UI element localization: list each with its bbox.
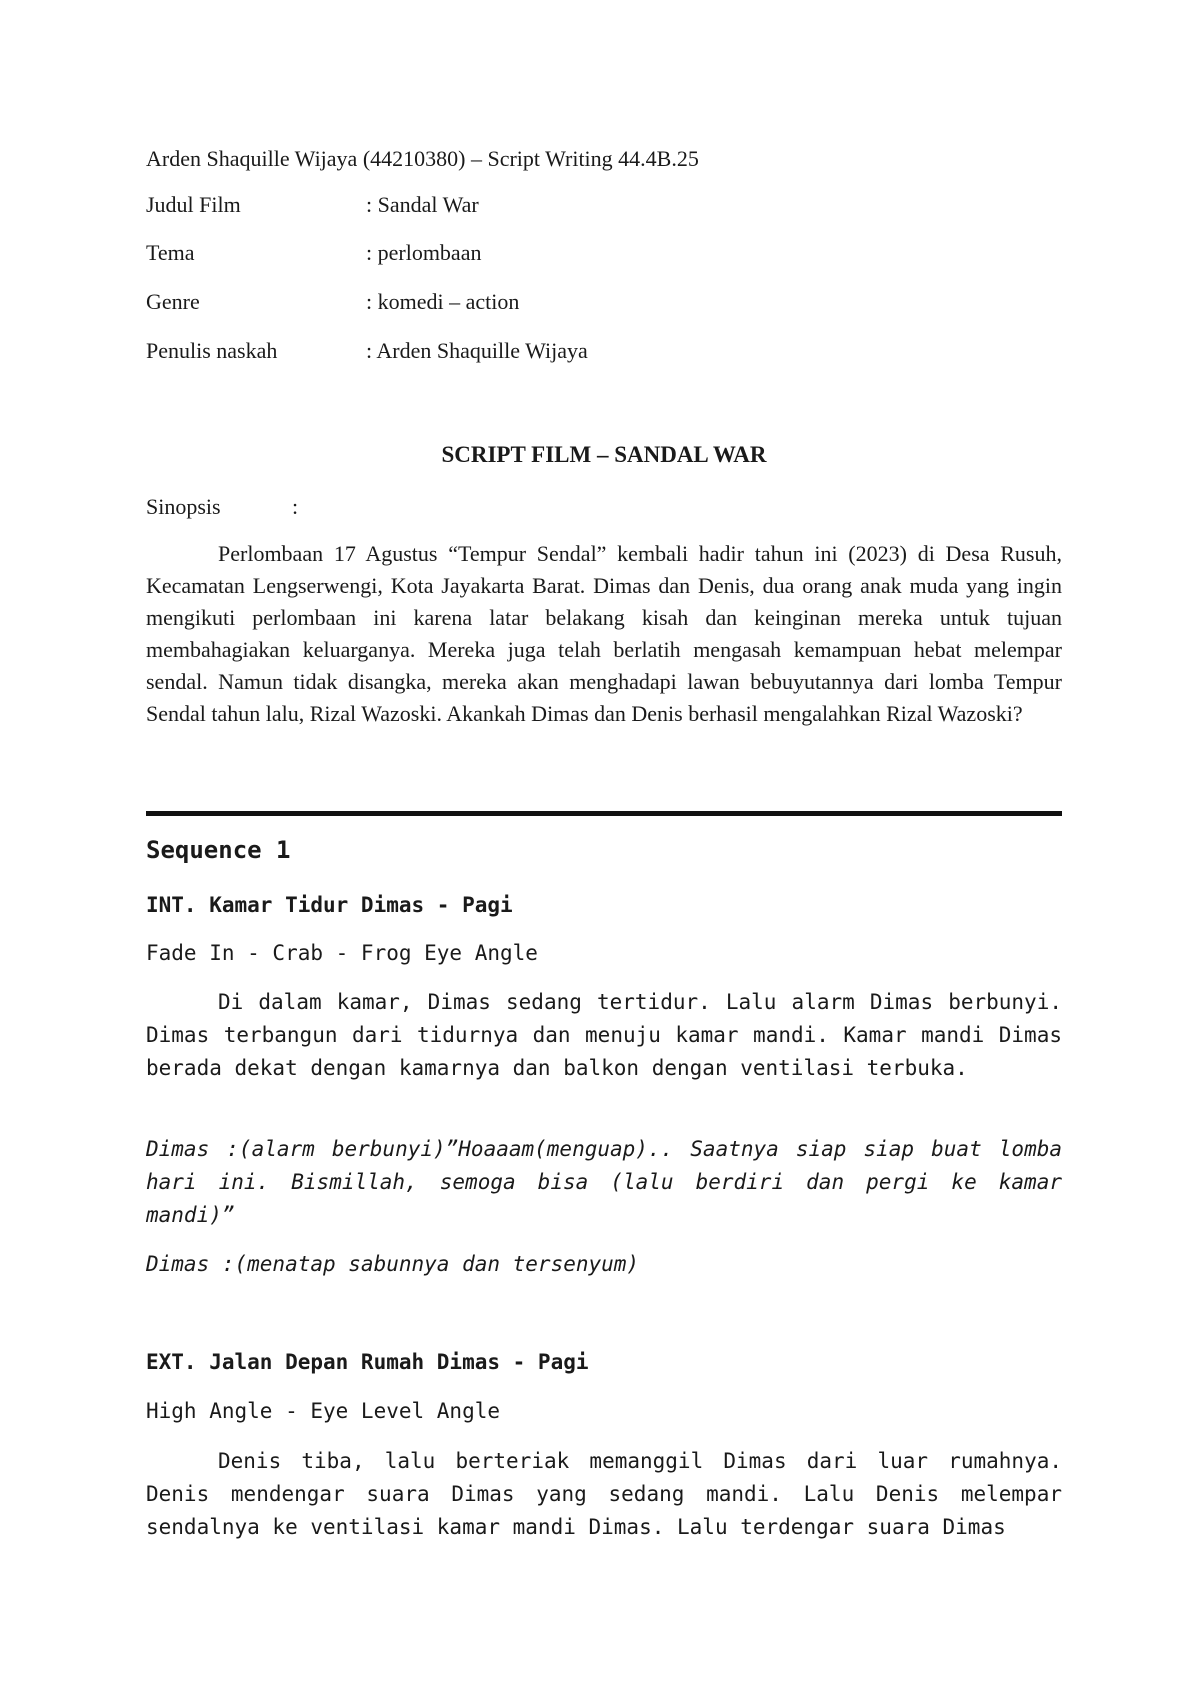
- shot-description: High Angle - Eye Level Angle: [146, 1399, 501, 1423]
- dialog-line: Dimas :(alarm berbunyi)”Hoaaam(menguap).. Saatnya siap siap buat lomba hari ini. Bismillah, semoga bisa (lalu berdiri dan pergi ke kamar mandi)”: [146, 1137, 1062, 1227]
- meta-label: Penulis naskah: [146, 338, 278, 363]
- synopsis-colon: :: [292, 494, 299, 519]
- meta-value: : Arden Shaquille Wijaya: [366, 338, 588, 363]
- dialog-line: Dimas :(menatap sabunnya dan tersenyum): [146, 1252, 640, 1276]
- meta-value: : perlombaan: [366, 240, 482, 265]
- document-title: SCRIPT FILM – SANDAL WAR: [441, 442, 767, 467]
- action-paragraph: Denis tiba, lalu berteriak memanggil Dimas dari luar rumahnya. Denis mendengar suara Dimas yang sedang mandi. Lalu Denis melempar sendalnya ke ventilasi kamar mandi Dimas. Lalu terdengar suara Dimas: [146, 1449, 1062, 1539]
- synopsis-label-row: [146, 494, 299, 520]
- meta-value: : Sandal War: [366, 192, 479, 217]
- shot-description: Fade In - Crab - Frog Eye Angle: [146, 941, 538, 965]
- author-line: Arden Shaquille Wijaya (44210380) – Script Writing 44.4B.25: [146, 146, 699, 171]
- meta-label: Judul Film: [146, 192, 241, 217]
- scene-heading: EXT. Jalan Depan Rumah Dimas - Pagi: [146, 1350, 589, 1374]
- section-divider: [146, 811, 1062, 816]
- meta-value: : komedi – action: [366, 289, 520, 314]
- meta-label: Tema: [146, 240, 195, 265]
- synopsis-text: Perlombaan 17 Agustus “Tempur Sendal” kembali hadir tahun ini (2023) di Desa Rusuh, Kecamatan Lengserwengi, Kota Jayakarta Barat. Dimas dan Denis, dua orang anak muda yang ingin mengikuti perlombaan ini karena latar belakang kisah dan keinginan mereka untuk tujuan membahagiakan keluarganya. Mereka juga telah berlatih mengasah kemampuan hebat melempar sendal. Namun tidak disangka, mereka akan menghadapi lawan bebuyutannya dari lomba Tempur Sendal tahun lalu, Rizal Wazoski. Akankah Dimas dan Denis berhasil mengalahkan Rizal Wazoski?: [146, 541, 1062, 726]
- action-paragraph: Di dalam kamar, Dimas sedang tertidur. Lalu alarm Dimas berbunyi. Dimas terbangun dari tidurnya dan menuju kamar mandi. Kamar mandi Dimas berada dekat dengan kamarnya dan balkon dengan ventilasi terbuka.: [146, 990, 1062, 1080]
- meta-label: Genre: [146, 289, 200, 314]
- scene-heading: INT. Kamar Tidur Dimas - Pagi: [146, 893, 513, 917]
- sequence-title: Sequence 1: [146, 836, 291, 864]
- synopsis-label: Sinopsis: [146, 494, 221, 519]
